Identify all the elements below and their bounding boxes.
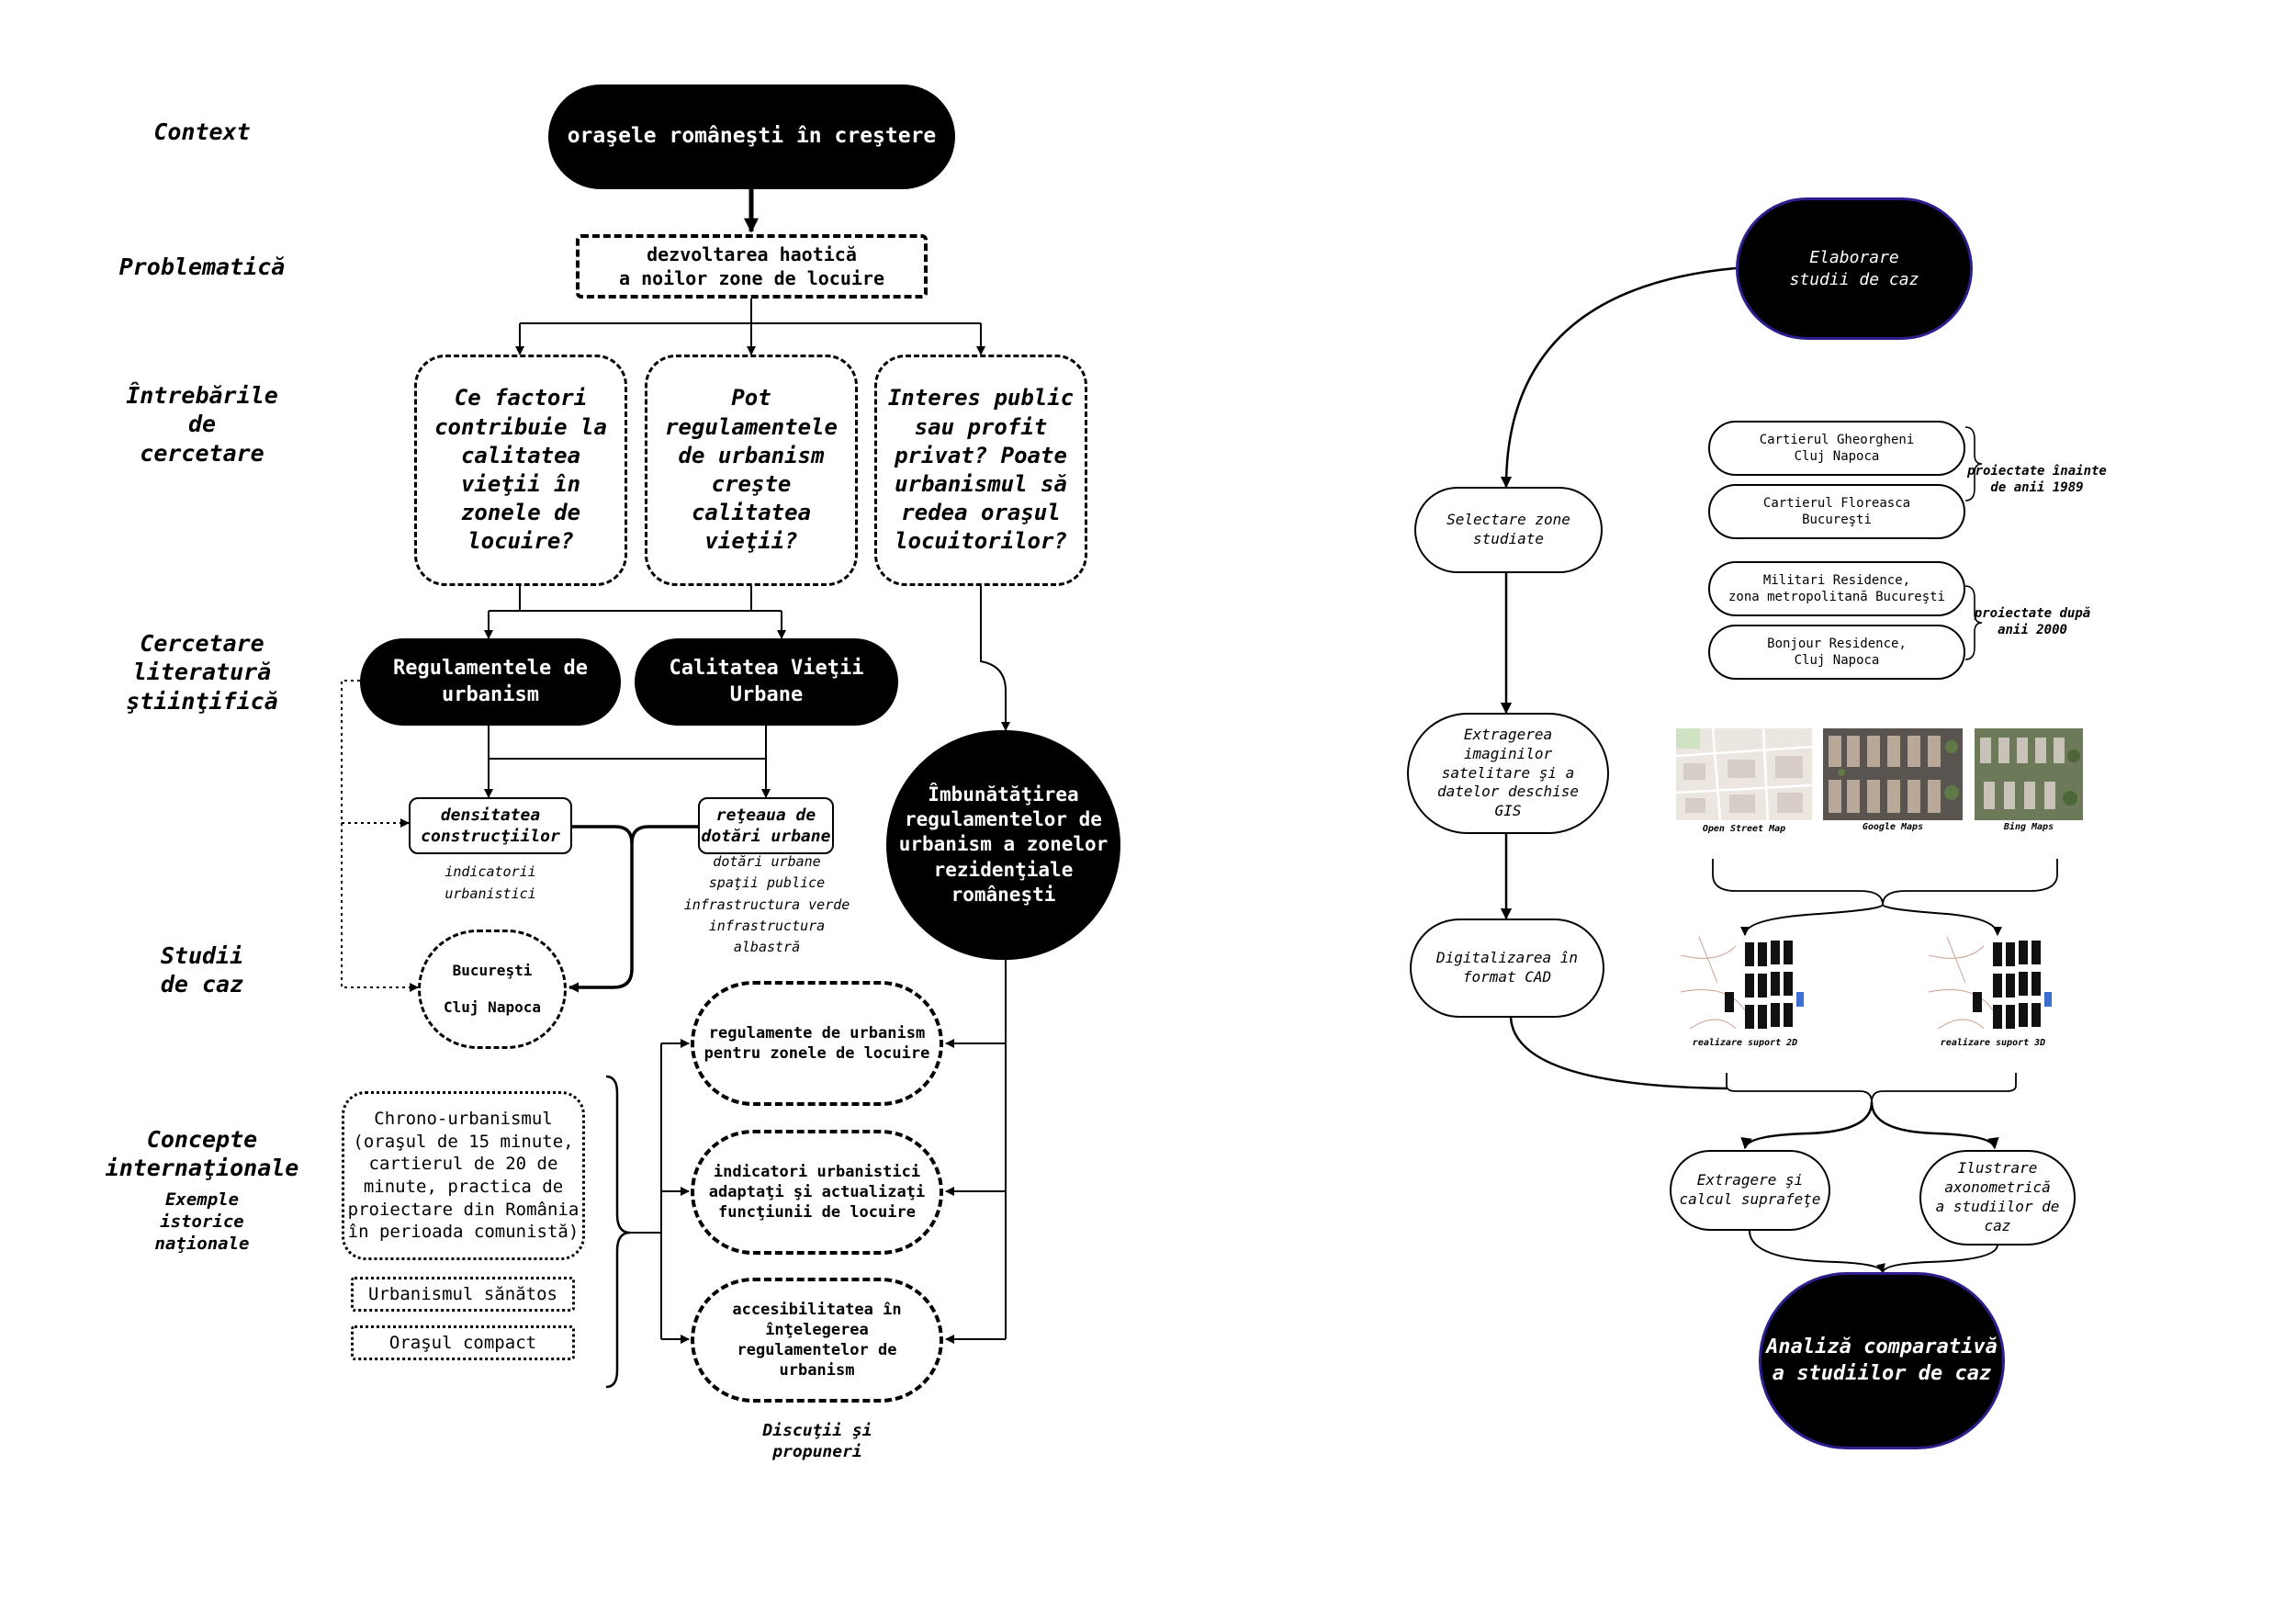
case-study-cities: Bucureşti Cluj Napoca	[418, 930, 567, 1049]
zone-bonjour: Bonjour Residence, Cluj Napoca	[1708, 625, 1965, 680]
literature-urban-quality: Calitatea Vieţii Urbane	[635, 638, 898, 726]
caption-google: Google Maps	[1862, 822, 1924, 832]
zone-floreasca: Cartierul Floreasca Bucureşti	[1708, 484, 1965, 539]
stage-exemple: Exemple istorice naţionale	[154, 1189, 250, 1254]
question-2: Pot regulamentele de urbanism creşte calitatea vieţii?	[645, 355, 858, 586]
question-1: Ce factori contribuie la calitatea vieţii în zonele de locuire?	[414, 355, 627, 586]
stage-intrebari: Întrebările de cercetare	[126, 382, 278, 467]
literature-urbanism-regulations: Regulamentele de urbanism	[360, 638, 621, 726]
label-after-2000: proiectate după anii 2000	[1974, 606, 2091, 637]
label-before-1989: proiectate înainte de anii 1989	[1967, 464, 2107, 495]
concept-chrono-urbanism: Chrono-urbanismul (oraşul de 15 minute, cartierul de 20 de minute, practica de proiectare din România în perioada comunistă)	[342, 1091, 585, 1260]
stage-context: Context	[153, 118, 251, 145]
stage-studii: Studii de caz	[160, 942, 244, 998]
google-map-thumbnail	[1823, 728, 1963, 820]
final-comparative-analysis: Analiză comparativă a studiilor de caz	[1759, 1272, 2005, 1449]
outcome-accessibility: accesibilitatea în înţelegerea regulamentelor de urbanism	[691, 1278, 943, 1403]
question-3: Interes public sau profit privat? Poate urbanismul să redea oraşul locuitorilor?	[874, 355, 1087, 586]
goal-node: Îmbunătăţirea regulamentelor de urbanism a zonelor rezidenţiale româneşti	[886, 730, 1120, 960]
node-densitate: densitatea construcţiilor	[409, 797, 572, 854]
problem-node: dezvoltarea haotică a noilor zone de locuire	[576, 234, 928, 299]
caption-bing: Bing Maps	[2003, 822, 2054, 832]
step-satellite-gis: Extragerea imaginilor satelitare şi a datelor deschise GIS	[1407, 713, 1609, 834]
brace-concepts	[606, 1076, 630, 1387]
step-calc-surfaces: Extragere şi calcul suprafeţe	[1670, 1150, 1830, 1231]
outcome-regulations: regulamente de urbanism pentru zonele de locuire	[691, 981, 943, 1106]
node-retea: reţeaua de dotări urbane	[698, 797, 834, 854]
context-node: oraşele româneşti în creştere	[548, 85, 955, 189]
step-axonometric: Ilustrare axonometrică a studiilor de caz	[1919, 1150, 2076, 1245]
note-retea: dotări urbane spaţii publice infrastructura verde infrastructura albastră	[683, 853, 850, 955]
concept-healthy-urbanism: Urbanismul sănătos	[351, 1277, 575, 1312]
start-case-studies: Elaborare studii de caz	[1736, 197, 1973, 340]
step-cad: Digitalizarea în format CAD	[1410, 919, 1604, 1018]
stage-problematica: Problematică	[118, 254, 286, 280]
caption-cad-2d: realizare suport 2D	[1692, 1038, 1798, 1048]
cad-2d-thumbnail	[1681, 937, 1809, 1036]
zone-militari: Militari Residence, zona metropolitană Bucureşti	[1708, 561, 1965, 616]
bing-map-thumbnail	[1975, 728, 2083, 820]
stage-cercetare: Cercetare literatură ştiinţifică	[126, 630, 278, 715]
stage-concepte: Concepte internaţionale	[105, 1126, 299, 1182]
step-select-zones: Selectare zone studiate	[1414, 487, 1603, 573]
caption-osm: Open Street Map	[1702, 824, 1786, 834]
outcome-indicators: indicatori urbanistici adaptaţi şi actualizaţi funcţiunii de locuire	[691, 1130, 943, 1255]
osm-map-thumbnail	[1676, 728, 1812, 820]
label-discutii: Discuţii şi propuneri	[762, 1421, 872, 1461]
zone-gheorgheni: Cartierul Gheorgheni Cluj Napoca	[1708, 421, 1965, 476]
caption-cad-3d: realizare suport 3D	[1940, 1038, 2046, 1048]
cad-3d-thumbnail	[1929, 937, 2057, 1036]
concept-compact-city: Oraşul compact	[351, 1325, 575, 1360]
note-densitate: indicatorii urbanistici	[445, 863, 536, 902]
